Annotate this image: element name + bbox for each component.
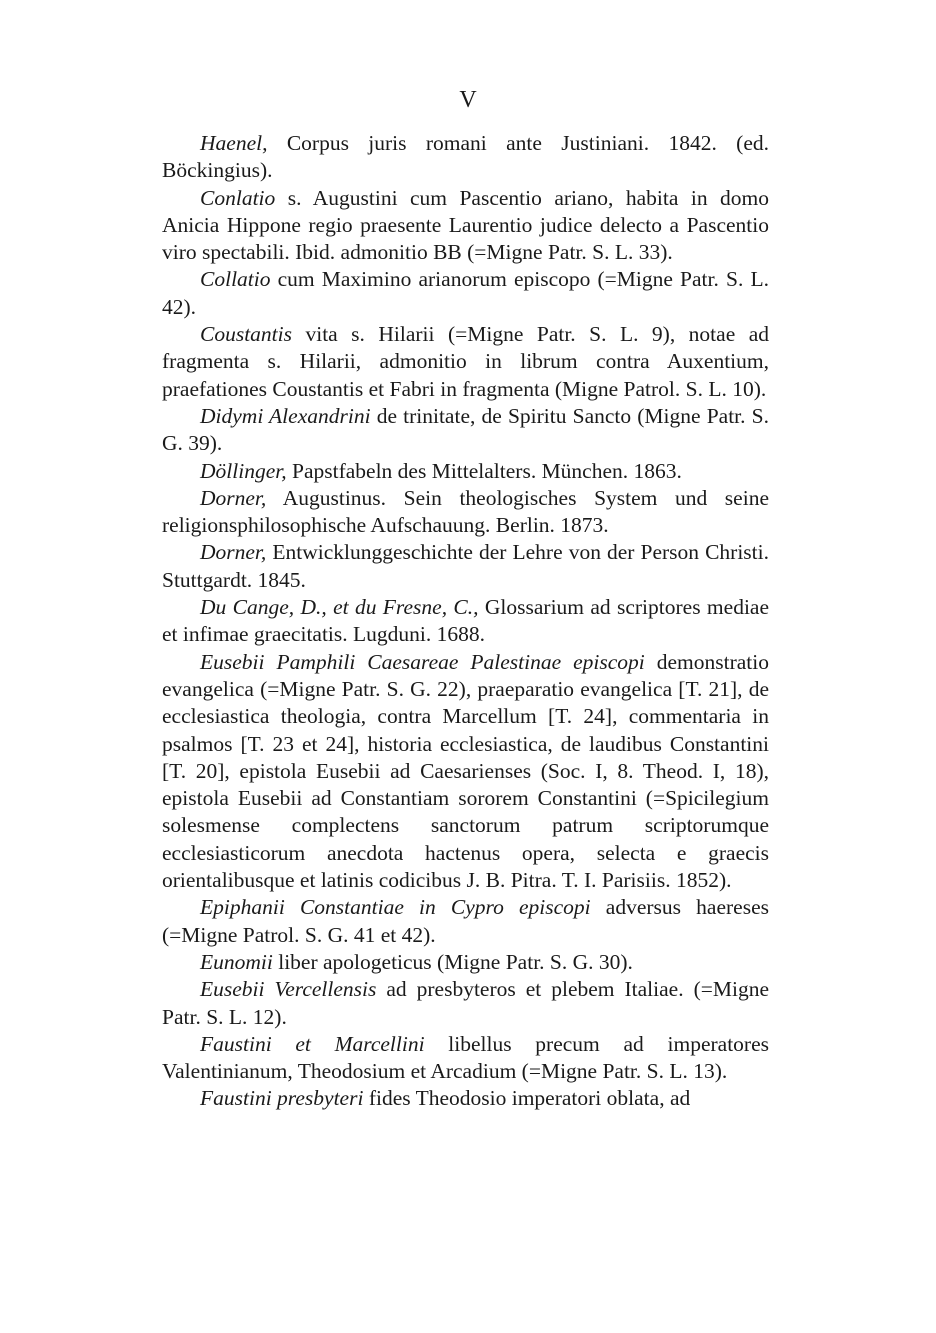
entry-author: Du Cange, D., et du Fresne, C., [200,595,479,620]
bibliography-entry [162,485,769,540]
entry-author: Faustini et Marcellini [200,1031,425,1056]
bibliography-entry [162,458,769,485]
entry-text: Entwicklunggeschichte der Lehre von der Person Christi. Stuttgardt. 1845. [162,540,769,592]
entry-text: vita s. Hilarii (=Migne Patr. S. L. 9), notae ad fragmenta s. Hilarii, admonitio in librum contra Auxentium, praefationes Coustantis et Fabri in fragmenta (Migne Patrol. S. L. 10). [162,322,769,401]
entry-author: Eunomii [200,949,273,974]
entry-text: ad presbyteros et plebem Italiae. (=Migne Patr. S. L. 12). [162,977,769,1029]
bibliography-entry [162,894,769,949]
entry-author: Haenel, [200,131,268,155]
entry-author: Dorner, [200,540,267,565]
entry-text: fides Theodosio imperatori oblata, ad [363,1086,691,1111]
bibliography-entry [162,130,769,185]
entry-text: demonstratio evangelica (=Migne Patr. S. G. 22), praeparatio evangelica [T. 21], de ecclesiastica theologia, contra Marcellum [T. 24], commentaria in psalmos [T. 23 et 24], historia ecclesiastica, de laudibus Constantini [T. 20], epistola Eusebii ad Caesarienses (Soc. I, 8. Theod. I, 18), epistola Eusebii ad Constantiam sororem Constantini (=Spicilegium solesmense complectens sanctorum patrum scriptorumque ecclesiasticorum anecdota hactenus opera, selecta e graecis orientalibusque et latinis codicibus J. B. Pitra. T. I. Parisiis. 1852). [162,649,769,893]
entry-text: adversus haereses (=Migne Patrol. S. G. 41 et 42). [162,895,769,947]
bibliography-entry [162,594,769,649]
entry-author: Didymi Alexandrini [200,403,371,428]
entry-text: libellus precum ad imperatores Valentinianum, Theodosium et Arcadium (=Migne Patr. S. L. 13). [162,1031,769,1084]
entry-author: Epiphanii Constantiae in Cypro episcopi [200,895,591,920]
bibliography-entry [162,976,769,1031]
bibliography-entry [162,1031,769,1086]
page-number: V [459,87,477,113]
entry-author: Coustantis [200,322,292,347]
bibliography-entry [162,539,769,594]
entry-text: liber apologeticus (Migne Patr. S. G. 30). [272,949,633,974]
entry-author: Eusebii Vercellensis [200,977,377,1002]
bibliography-entry [162,185,769,267]
bibliography-entry [162,949,769,976]
bibliography-entry [162,321,769,403]
entry-text: s. Augustini cum Pascentio ariano, habita in domo Anicia Hippone regio praesente Laurentio judice delecto a Pascentio viro spectabili. Ibid. admonitio BB (=Migne Patr. S. L. 33). [162,185,769,265]
entry-text: de trinitate, de Spiritu Sancto (Migne Patr. S. G. 39). [162,403,769,456]
entry-text: Papstfabeln des Mittelalters. München. 1863. [286,458,682,483]
bibliography-entry [162,649,769,895]
entry-text: cum Maximino arianorum episcopo (=Migne Patr. S. L. 42). [162,267,769,319]
entry-text: Corpus juris romani ante Justiniani. 1842. (ed. Böckingius). [162,131,769,183]
entry-text: Augustinus. Sein theologisches System und seine religionsphilosophische Aufschauung. Berlin. 1873. [162,485,769,538]
entry-text: Glossarium ad scriptores mediae et infimae graecitatis. Lugduni. 1688. [162,595,769,647]
bibliography-entry [162,1085,769,1112]
entry-author: Eusebii Pamphili Caesareae Palestinae episcopi [200,649,645,674]
entry-author: Collatio [200,267,271,292]
bibliography-entry [162,403,769,458]
entry-author: Faustini presbyteri [200,1086,364,1111]
bibliography-entry [162,266,769,321]
entry-author: Dorner, [200,485,267,510]
bibliography-list [162,130,769,1113]
entry-author: Conlatio [200,185,276,210]
entry-author: Döllinger, [200,458,287,483]
